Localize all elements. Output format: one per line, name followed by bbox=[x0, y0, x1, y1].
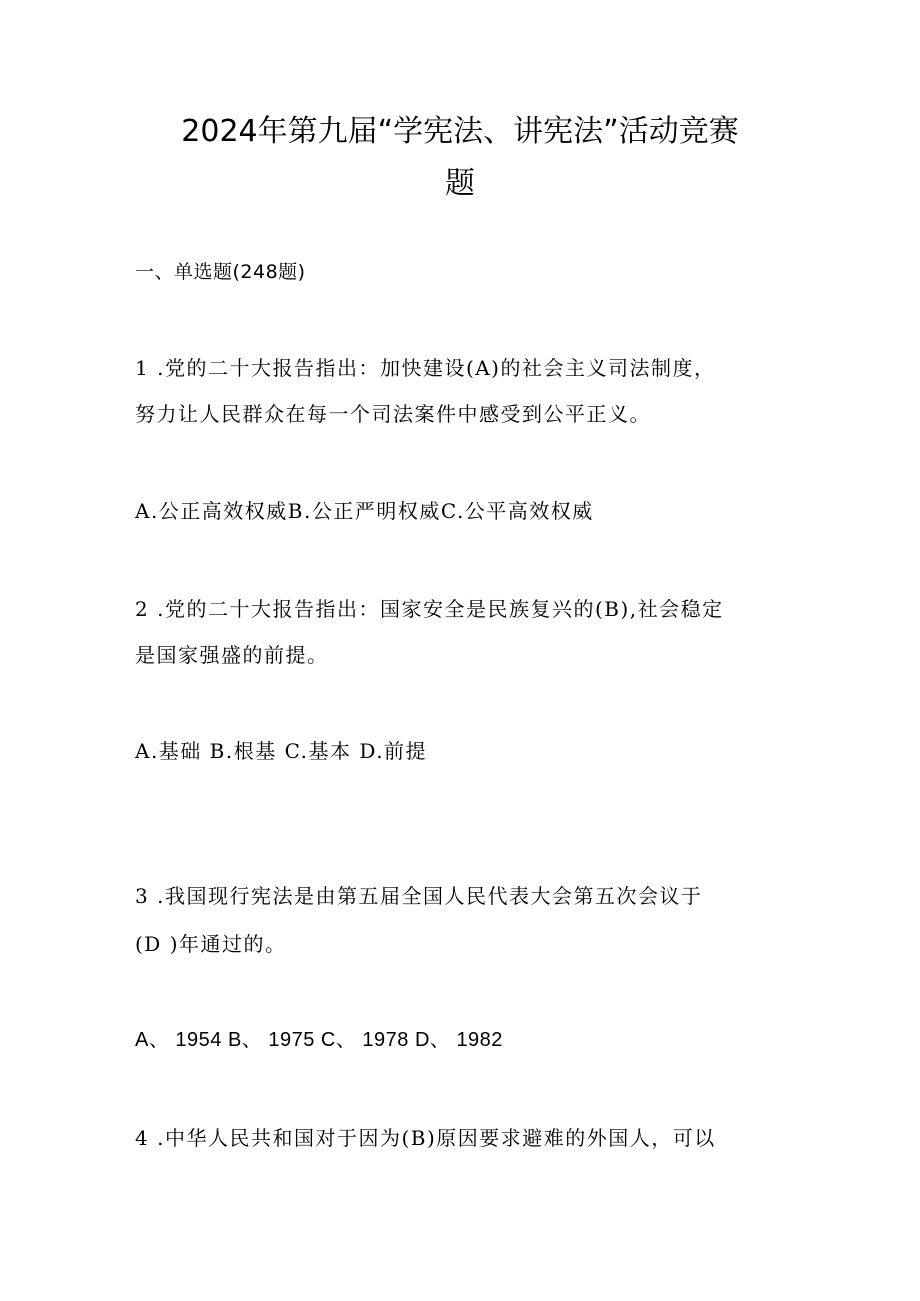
title-line-2: 题 bbox=[445, 166, 475, 201]
question-1-line-1: 1 .党的二十大报告指出：加快建设(A)的社会主义司法制度， bbox=[135, 356, 716, 380]
question-2-line-1: 2 .党的二十大报告指出：国家安全是民族复兴的(B),社会稳定 bbox=[135, 597, 724, 621]
question-4-line-1: 4 .中华人民共和国对于因为(B)原因要求避难的外国人，可以 bbox=[135, 1126, 716, 1150]
title-line-1: 2024年第九届“学宪法、讲宪法”活动竞赛 bbox=[181, 114, 739, 149]
question-1-line-2: 努力让人民群众在每一个司法案件中感受到公平正义。 bbox=[135, 402, 651, 426]
question-1-options: A.公正高效权威B.公正严明权威C.公平高效权威 bbox=[135, 499, 594, 523]
question-3-options: A、 1954 B、 1975 C、 1978 D、 1982 bbox=[135, 1029, 503, 1051]
question-3-line-1: 3 .我国现行宪法是由第五届全国人民代表大会第五次会议于 bbox=[135, 884, 703, 908]
question-2-line-2: 是国家强盛的前提。 bbox=[135, 643, 329, 667]
section-heading: 一、单选题(248题) bbox=[135, 261, 306, 283]
document-title bbox=[110, 106, 810, 210]
question-2-options: A.基础 B.根基 C.基本 D.前提 bbox=[135, 739, 428, 763]
question-3-line-2: (D )年通过的。 bbox=[135, 932, 287, 956]
